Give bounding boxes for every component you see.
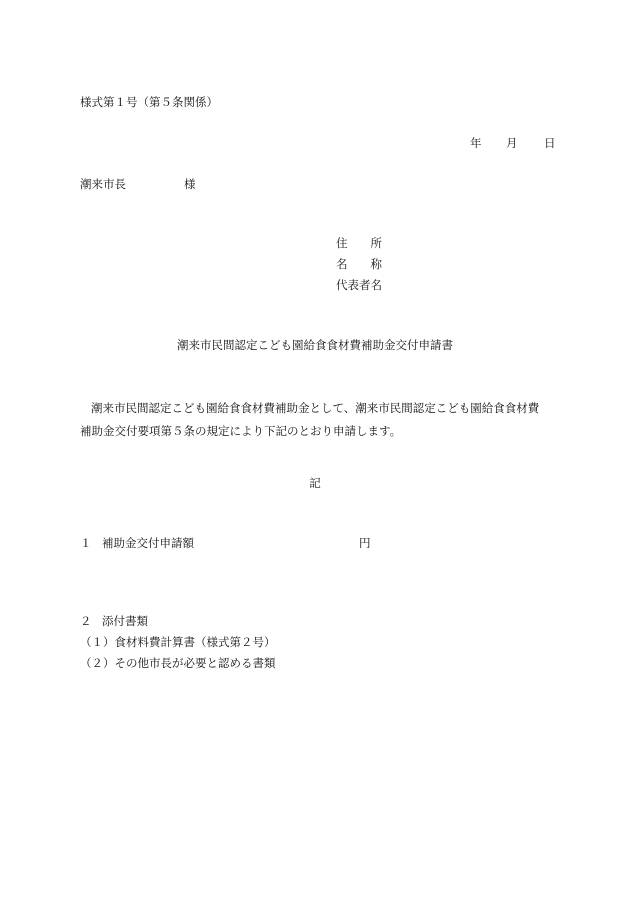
attachment-item: （２）その他市長が必要と認める書類 bbox=[80, 656, 276, 670]
date-day-label: 日 bbox=[544, 136, 556, 150]
item-1-label: 補助金交付申請額 bbox=[102, 536, 194, 550]
item-2-label: 添付書類 bbox=[102, 614, 148, 628]
item-2 bbox=[80, 616, 148, 628]
addressee bbox=[80, 179, 196, 191]
ki-mark: 記 bbox=[309, 476, 321, 490]
item-2-number: ２ bbox=[80, 614, 92, 628]
document-title: 潮来市民間認定こども園給食食材費補助金交付申請書 bbox=[177, 338, 453, 352]
name-label: 名 称 bbox=[336, 257, 382, 271]
address-label: 住 所 bbox=[336, 236, 382, 250]
body-text: 潮来市民間認定こども園給食食材費補助金として、潮来市民間認定こども園給食食材費補助金交付要項第５条の規定により下記のとおり申請します。 bbox=[80, 401, 540, 438]
date-month-label: 月 bbox=[506, 136, 518, 150]
attachment-list bbox=[80, 637, 276, 679]
form-number: 様式第１号（第５条関係） bbox=[80, 95, 218, 109]
applicant-block bbox=[336, 238, 382, 301]
representative-label: 代表者名 bbox=[336, 278, 382, 292]
addressee-honorific: 様 bbox=[184, 177, 196, 191]
item-1-number: １ bbox=[80, 536, 92, 550]
item-1 bbox=[80, 538, 371, 550]
date-line bbox=[470, 138, 556, 150]
attachment-item: （１）食材料費計算書（様式第２号） bbox=[80, 635, 276, 649]
addressee-name: 潮来市長 bbox=[80, 177, 126, 191]
item-1-unit: 円 bbox=[359, 536, 371, 550]
date-year-label: 年 bbox=[470, 136, 482, 150]
